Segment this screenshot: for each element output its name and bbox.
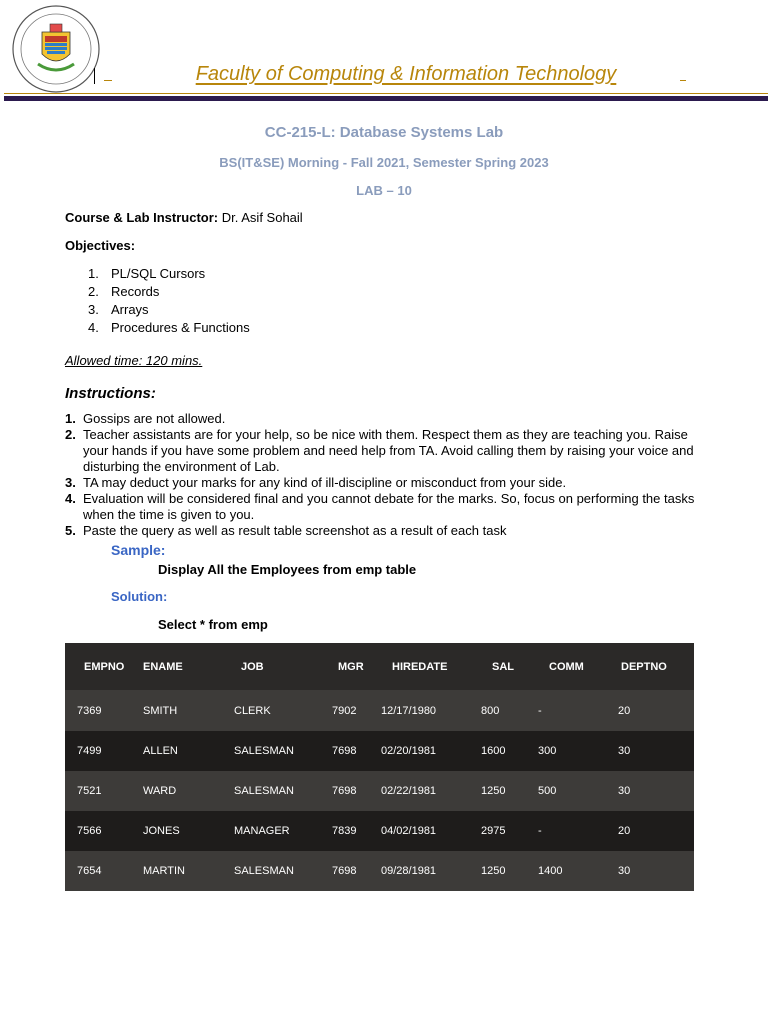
program-line: BS(IT&SE) Morning - Fall 2021, Semester Spring 2023	[219, 155, 549, 170]
list-item: 1. Gossips are not allowed.	[65, 411, 226, 426]
table-cell: JONES	[143, 811, 221, 851]
table-cell: 7369	[65, 690, 143, 731]
table-cell: MANAGER	[221, 811, 319, 851]
list-item: 4. Procedures & Functions	[88, 320, 250, 335]
table-cell: 300	[536, 731, 616, 771]
table-cell: WARD	[143, 771, 221, 811]
list-item: 5. Paste the query as well as result table screenshot as a result of each task	[65, 523, 507, 538]
table-cell: 04/02/1981	[379, 811, 479, 851]
table-cell: 2975	[479, 811, 536, 851]
table-cell: 7698	[319, 731, 379, 771]
table-cell: CLERK	[221, 690, 319, 731]
table-cell: 7654	[65, 851, 143, 891]
instructor-name: Dr. Asif Sohail	[221, 210, 303, 225]
table-cell: 02/22/1981	[379, 771, 479, 811]
table-cell: -	[536, 811, 616, 851]
table-cell: ALLEN	[143, 731, 221, 771]
column-header: HIREDATE	[379, 643, 479, 690]
objectives-title: Objectives:	[65, 238, 136, 253]
table-cell: 7521	[65, 771, 143, 811]
list-item: 1. PL/SQL Cursors	[88, 266, 206, 281]
faculty-title: Faculty of Computing & Information Technology	[195, 63, 617, 85]
list-item: 3. TA may deduct your marks for any kind of ill-discipline or misconduct from your side.	[65, 475, 567, 490]
table-cell: MARTIN	[143, 851, 221, 891]
table-cell: 7902	[319, 690, 379, 731]
table-cell: 1400	[536, 851, 616, 891]
table-cell: 02/20/1981	[379, 731, 479, 771]
table-cell: 800	[479, 690, 536, 731]
table-cell: -	[536, 690, 616, 731]
table-cell: 7566	[65, 811, 143, 851]
table-cell: SALESMAN	[221, 771, 319, 811]
emp-table	[65, 643, 694, 891]
table-cell: SMITH	[143, 690, 221, 731]
header-thin-rule	[4, 93, 768, 94]
sample-description: Display All the Employees from emp table	[158, 562, 417, 577]
column-header: MGR	[319, 643, 379, 690]
solution-label: Solution:	[111, 589, 168, 604]
allowed-time: Allowed time: 120 mins.	[65, 353, 203, 368]
table-cell: 12/17/1980	[379, 690, 479, 731]
table-row	[65, 851, 694, 891]
sql-query: Select * from emp	[158, 617, 268, 632]
instructions-list	[65, 411, 715, 539]
table-cell: 1250	[479, 771, 536, 811]
instructor-label: Course & Lab Instructor:	[65, 210, 219, 225]
table-cell: SALESMAN	[221, 851, 319, 891]
table-cell: 20	[616, 811, 694, 851]
table-row	[65, 771, 694, 811]
lab-number: LAB – 10	[356, 183, 412, 198]
table-cell: 7698	[319, 851, 379, 891]
table-cell: 7698	[319, 771, 379, 811]
instructions-title: Instructions:	[65, 385, 156, 402]
table-row	[65, 811, 694, 851]
column-header: JOB	[221, 643, 319, 690]
table-row	[65, 731, 694, 771]
table-header-row	[65, 643, 694, 690]
table-row	[65, 690, 694, 731]
column-header: COMM	[536, 643, 616, 690]
table-cell: 500	[536, 771, 616, 811]
header-rule	[4, 96, 768, 101]
table-cell: 7839	[319, 811, 379, 851]
instructor-line	[65, 210, 303, 225]
course-title: CC-215-L: Database Systems Lab	[264, 124, 504, 141]
list-item: 3. Arrays	[88, 302, 149, 317]
list-item: 2. Records	[88, 284, 160, 299]
column-header: DEPTNO	[616, 643, 694, 690]
table-cell: 30	[616, 851, 694, 891]
objectives-list	[88, 265, 250, 337]
table-cell: 09/28/1981	[379, 851, 479, 891]
sample-label: Sample:	[111, 542, 166, 558]
table-cell: 1600	[479, 731, 536, 771]
list-item: 4. Evaluation will be considered final and you cannot debate for the marks. So, focus on performing the tasks when the time is given to you.	[65, 491, 695, 522]
table-cell: SALESMAN	[221, 731, 319, 771]
table-cell: 7499	[65, 731, 143, 771]
column-header: SAL	[479, 643, 536, 690]
table-cell: 30	[616, 731, 694, 771]
column-header: EMPNO	[65, 643, 143, 690]
table-cell: 20	[616, 690, 694, 731]
list-item: 2. Teacher assistants are for your help, so be nice with them. Respect them as they are teaching you. Raise your hands if you have some problem and need help from TA. Avoid calling them by raising your voice and disturbing the environment of Lab.	[65, 427, 694, 474]
table-cell: 1250	[479, 851, 536, 891]
table-cell: 30	[616, 771, 694, 811]
column-header: ENAME	[143, 643, 221, 690]
